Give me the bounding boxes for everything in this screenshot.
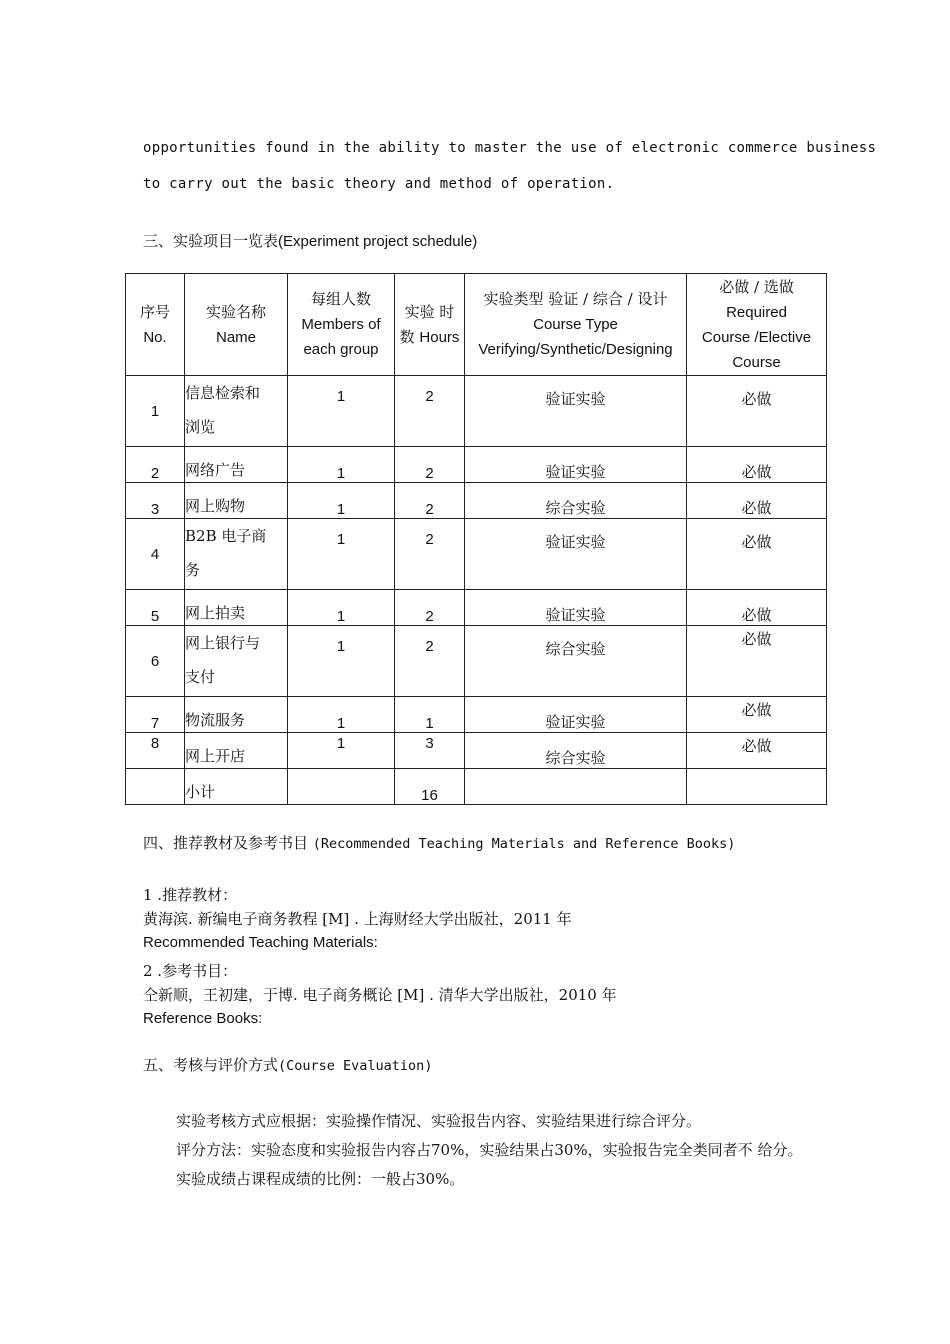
table-row [126,697,827,733]
cell-no: 4 [126,519,185,590]
cell-no: 1 [126,376,185,447]
header-required: 必做 / 选做 Required Course /Elective Course [687,274,827,376]
cell-type: 综合实验 [465,733,687,769]
intro-line-2: to carry out the basic theory and method of operation. [143,176,615,192]
cell-name: 网上购物 [185,483,288,519]
cell-no: 2 [126,447,185,483]
section5-title: 五、考核与评价方式(Course Evaluation) [143,1056,433,1074]
evaluation-line-2: 评分方法：实验态度和实验报告内容占70%，实验结果占30%，实验报告完全类同者不 给分。 [176,1141,803,1159]
evaluation-line-1: 实验考核方式应根据：实验操作情况、实验报告内容、实验结果进行综合评分。 [176,1112,702,1130]
cell-no [126,769,185,805]
table-row [126,590,827,626]
cell-hours: 2 [395,447,465,483]
cell-required: 必做 [687,447,827,483]
header-name: 实验名称 Name [185,274,288,376]
evaluation-text [176,1107,802,1194]
cell-members: 1 [288,626,395,697]
cell-required: 必做 [687,483,827,519]
cell-required: 必做 [687,590,827,626]
section3-title: 三、实验项目一览表(Experiment project schedule) [143,232,478,250]
cell-members: 1 [288,733,395,769]
cell-members: 1 [288,447,395,483]
table-row [126,733,827,769]
cell-hours: 2 [395,626,465,697]
cell-type: 综合实验 [465,626,687,697]
cell-hours: 1 [395,697,465,733]
cell-no: 7 [126,697,185,733]
cell-name: 信息检索和 浏览 [185,376,288,447]
header-type: 实验类型 验证 / 综合 / 设计 Course Type Verifying/Synthetic/Designing [465,274,687,376]
cell-hours: 2 [395,590,465,626]
cell-name: 物流服务 [185,697,288,733]
cell-required: 必做 [687,519,827,590]
ref-item2-en: Reference Books: [143,1010,263,1027]
ref-item1-label: 1 .推荐教材： [143,886,238,904]
cell-subtotal-hours: 16 [395,769,465,805]
evaluation-line-3: 实验成绩占课程成绩的比例：一般占30%。 [176,1170,465,1188]
header-members: 每组人数 Members of each group [288,274,395,376]
cell-type: 验证实验 [465,447,687,483]
cell-required [687,769,827,805]
table-row [126,626,827,697]
cell-subtotal-label: 小计 [185,769,288,805]
table-row [126,483,827,519]
cell-name: B2B 电子商 务 [185,519,288,590]
cell-no: 3 [126,483,185,519]
cell-no: 5 [126,590,185,626]
ref-item2-text: 仝新顺，王初建，于博. 电子商务概论 [M] . 清华大学出版社，2010 年 [143,986,617,1004]
cell-type [465,769,687,805]
cell-type: 综合实验 [465,483,687,519]
cell-members: 1 [288,376,395,447]
table-subtotal-row [126,769,827,805]
cell-hours: 2 [395,376,465,447]
cell-required: 必做 [687,376,827,447]
section4-title: 四、推荐教材及参考书目 (Recommended Teaching Materials and Reference Books) [143,834,736,852]
cell-members: 1 [288,590,395,626]
header-hours: 实验 时 数 Hours [395,274,465,376]
cell-type: 验证实验 [465,376,687,447]
cell-members: 1 [288,697,395,733]
table-header-row [126,274,827,376]
ref-item1-en: Recommended Teaching Materials: [143,934,378,951]
table-row [126,519,827,590]
cell-hours: 3 [395,733,465,769]
cell-type: 验证实验 [465,697,687,733]
header-no: 序号 No. [126,274,185,376]
cell-no: 6 [126,626,185,697]
ref-item1-text: 黄海滨. 新编电子商务教程 [M] . 上海财经大学出版社，2011 年 [143,910,572,928]
cell-members: 1 [288,483,395,519]
cell-name: 网上开店 [185,733,288,769]
table-row [126,376,827,447]
cell-required: 必做 [687,697,827,733]
cell-required: 必做 [687,626,827,697]
cell-members: 1 [288,519,395,590]
cell-no: 8 [126,733,185,769]
intro-line-1: opportunities found in the ability to master the use of electronic commerce business [143,140,877,156]
cell-name: 网上银行与 支付 [185,626,288,697]
ref-item2-label: 2 .参考书目： [143,962,238,980]
experiment-schedule-table [125,273,827,805]
cell-type: 验证实验 [465,519,687,590]
cell-name: 网络广告 [185,447,288,483]
cell-hours: 2 [395,483,465,519]
cell-type: 验证实验 [465,590,687,626]
table-row [126,447,827,483]
cell-hours: 2 [395,519,465,590]
cell-members [288,769,395,805]
cell-name: 网上拍卖 [185,590,288,626]
cell-required: 必做 [687,733,827,769]
